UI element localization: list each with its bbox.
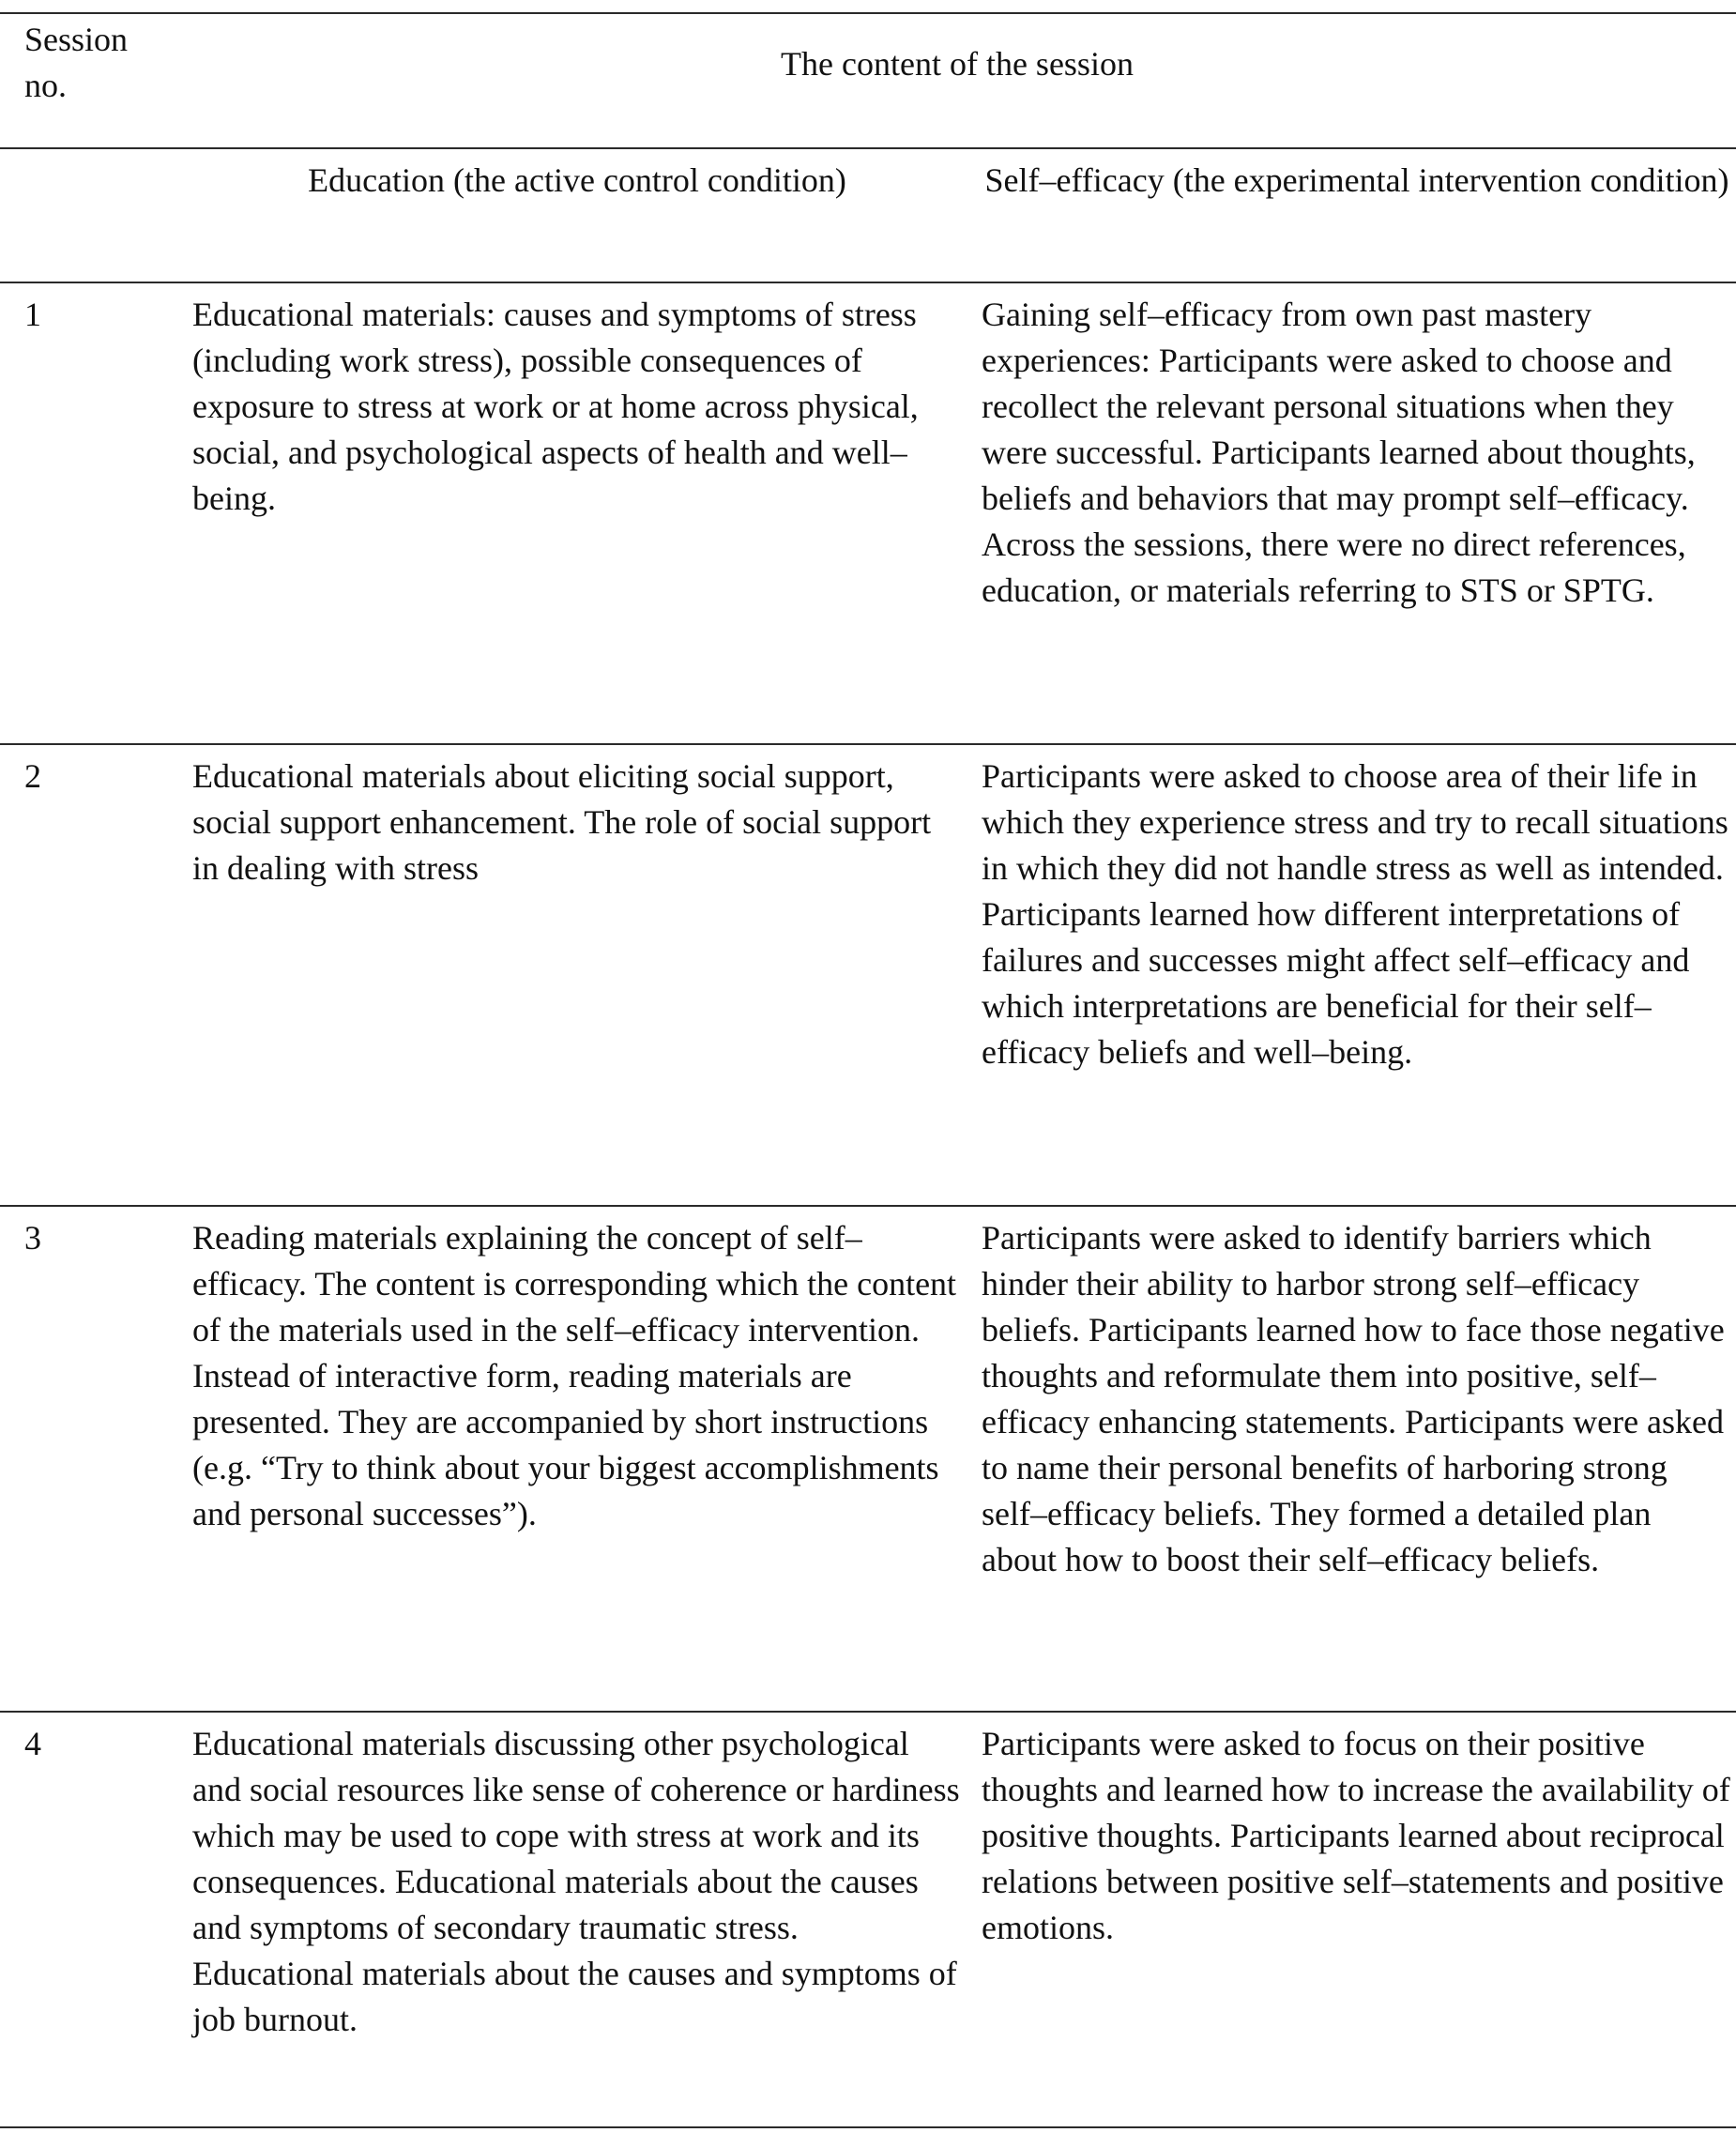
top-rule	[0, 12, 1736, 14]
row-3-rule	[0, 1711, 1736, 1713]
row-3-self-efficacy: Participants were asked to identify barriers which hinder their ability to harbor strong self–efficacy beliefs. Participants learned how to face those negative thoughts and reformulate them into positive, self–efficacy enhancing statements. Participants were asked to name their personal benefits of harboring strong self–efficacy beliefs. They formed a detailed plan about how to boost their self–efficacy beliefs.	[982, 1219, 1725, 1578]
row-1-self-efficacy: Gaining self–efficacy from own past mastery experiences: Participants were asked to choose and recollect the relevant personal situations when they were successful. Participants learned about thoughts, beliefs and behaviors that may prompt self–efficacy. Across the sessions, there were no direct references, education, or materials referring to STS or SPTG.	[982, 296, 1696, 609]
row-2-education: Educational materials about eliciting social support, social support enhancement. The role of social support in dealing with stress	[192, 757, 932, 887]
row-3-education: Reading materials explaining the concept of self–efficacy. The content is corresponding which the content of the materials used in the self–efficacy intervention. Instead of interactive form, reading materials are presented. They are accompanied by short instructions (e.g. “Try to think about your biggest accomplishments and personal successes”).	[192, 1219, 957, 1532]
row-2-self-efficacy: Participants were asked to choose area of their life in which they experience stress and try to recall situations in which they did not handle stress as well as intended. Participants learned how different interpretations of failures and successes might affect self–efficacy and which interpretations are beneficial for their self–efficacy beliefs and well–being.	[982, 757, 1728, 1071]
subheader-self-efficacy: Self–efficacy (the experimental intervention condition)	[984, 161, 1729, 199]
row-3-session: 3	[24, 1219, 41, 1257]
bottom-rule	[0, 2126, 1736, 2128]
row-1-session: 1	[24, 296, 41, 333]
row-4-session: 4	[24, 1725, 41, 1762]
header-rule	[0, 147, 1736, 149]
row-4-education: Educational materials discussing other psychological and social resources like sense of coherence or hardiness which may be used to cope with stress at work and its consequences. Educational materials about the causes and symptoms of secondary traumatic stress. Educational materials about the causes and symptoms of job burnout.	[192, 1725, 960, 2038]
subheader-rule	[0, 282, 1736, 283]
row-2-session: 2	[24, 757, 41, 795]
row-4-self-efficacy: Participants were asked to focus on their positive thoughts and learned how to increase the availability of positive thoughts. Participants learned about reciprocal relations between positive self–statements and positive emotions.	[982, 1725, 1730, 1946]
row-2-rule	[0, 1205, 1736, 1207]
header-session-no: Session no.	[24, 21, 129, 104]
row-1-education: Educational materials: causes and symptoms of stress (including work stress), possible consequences of exposure to stress at work or at home across physical, social, and psychological aspects of health and well–being.	[192, 296, 919, 517]
header-session-content: The content of the session	[781, 45, 1134, 83]
row-1-rule	[0, 743, 1736, 745]
subheader-education: Education (the active control condition)	[308, 161, 846, 199]
